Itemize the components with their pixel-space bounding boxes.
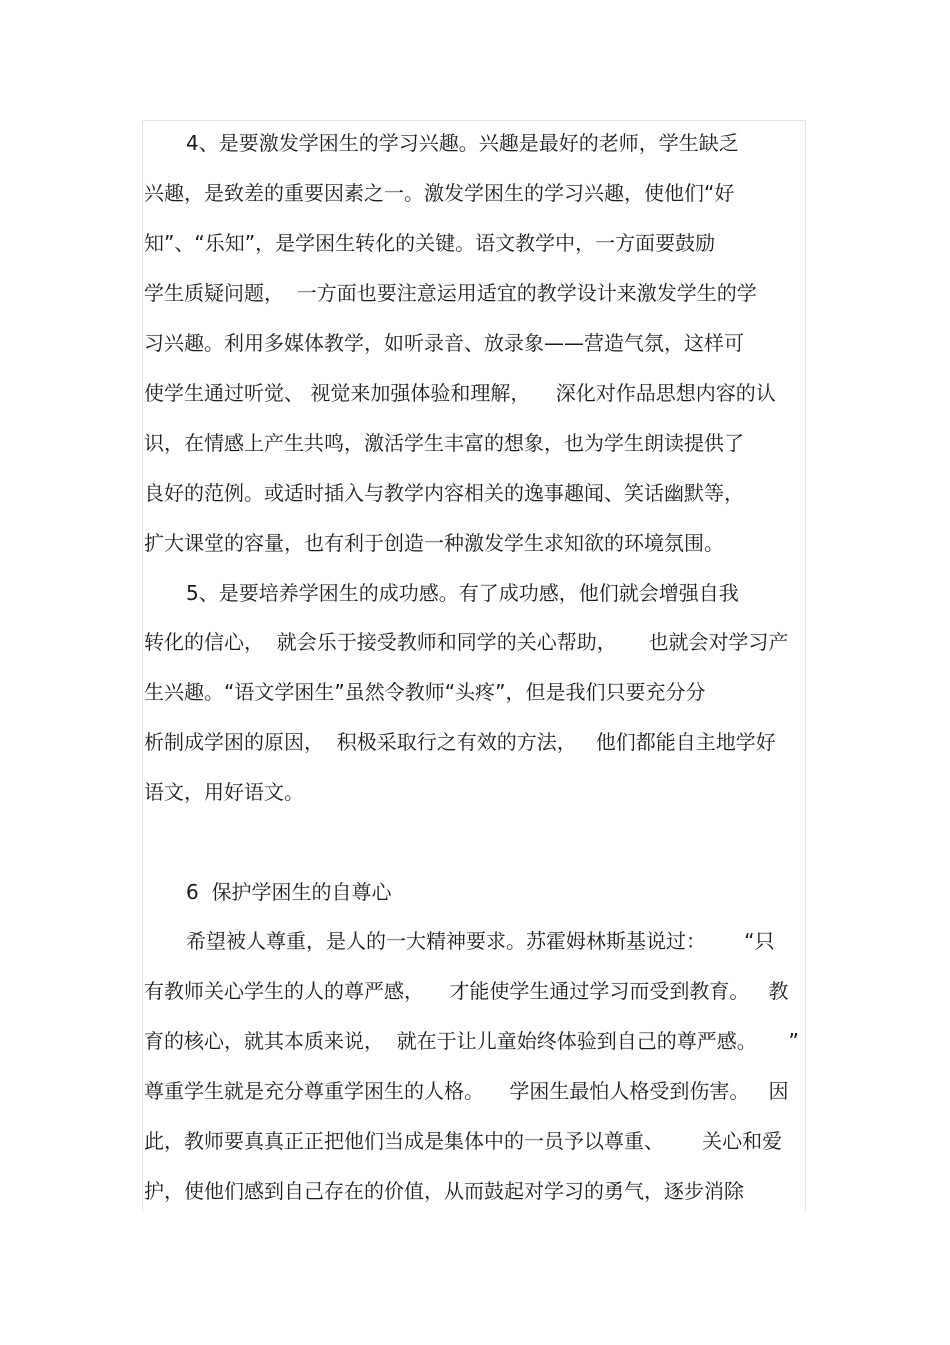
paragraph-line: 学生质疑问题， 一方面也要注意运用适宜的教学设计来激发学生的学: [144, 281, 757, 305]
paragraph-line: 此，教师要真真正正把他们当成是集体中的一员予以尊重、 关心和爱: [144, 1129, 783, 1153]
paragraph-line: 护，使他们感到自己存在的价值，从而鼓起对学习的勇气，逐步消除: [144, 1179, 744, 1203]
paragraph-line: 转化的信心， 就会乐于接受教师和同学的关心帮助， 也就会对学习产: [144, 630, 789, 654]
paragraph-line: 知”、“乐知”，是学困生转化的关键。语文教学中，一方面要鼓励: [144, 231, 716, 255]
paragraph-line: 希望被人尊重，是人的一大精神要求。苏霍姆林斯基说过： “只: [186, 929, 775, 953]
paragraph-line: 尊重学生就是充分尊重学困生的人格。 学困生最怕人格受到伤害。 因: [144, 1079, 789, 1103]
paragraph-line: 语文，用好语文。: [144, 780, 304, 804]
paragraph-line: 良好的范例。或适时插入与教学内容相关的逸事趣闻、笑话幽默等，: [144, 481, 744, 505]
paragraph-line: 析制成学困的原因， 积极采取行之有效的方法， 他们都能自主地学好: [144, 730, 776, 754]
paragraph-line: 扩大课堂的容量，也有利于创造一种激发学生求知欲的环境氛围。: [144, 531, 724, 555]
paragraph-line: 生兴趣。“语文学困生”虽然令教师“头疼”，但是我们只要充分分: [144, 680, 706, 704]
paragraph-line: 习兴趣。利用多媒体教学，如听录音、放录象——营造气氛，这样可: [144, 331, 744, 355]
paragraph-line: 识，在情感上产生共鸣，激活学生丰富的想象，也为学生朗读提供了: [144, 431, 744, 455]
paragraph-line: 5、是要培养学困生的成功感。有了成功感，他们就会增强自我: [186, 581, 739, 605]
section-heading: 6 保护学困生的自尊心: [186, 880, 392, 904]
paragraph-line: 4、是要激发学困生的学习兴趣。兴趣是最好的老师，学生缺乏: [186, 131, 739, 155]
paragraph-line: 有教师关心学生的人的尊严感， 才能使学生通过学习而受到教育。 教: [144, 979, 789, 1003]
paragraph-line: 使学生通过听觉、 视觉来加强体验和理解， 深化对作品思想内容的认: [144, 381, 776, 405]
paragraph-line: 兴趣，是致差的重要因素之一。激发学困生的学习兴趣，使他们“好: [144, 181, 735, 205]
paragraph-line: 育的核心，就其本质来说， 就在于让儿童始终体验到自己的尊严感。 ”: [144, 1029, 799, 1053]
